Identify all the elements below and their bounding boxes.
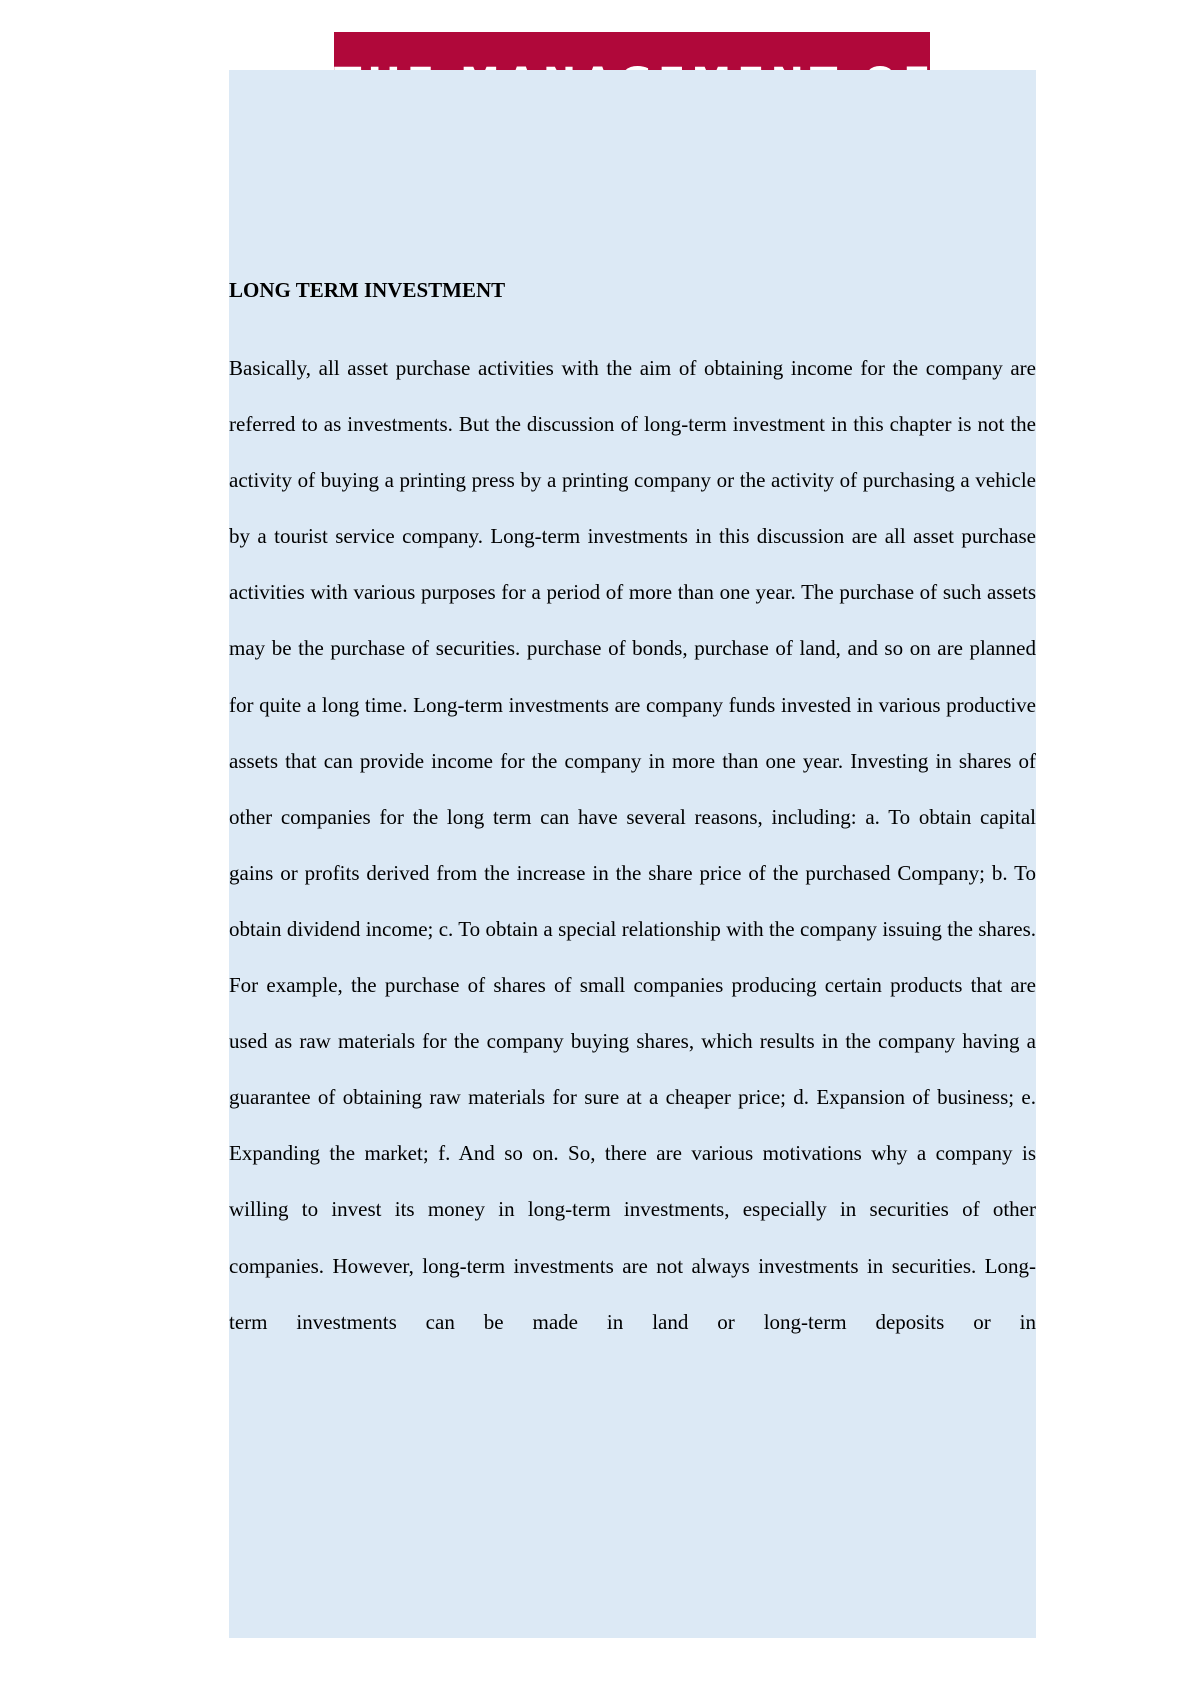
section-heading: LONG TERM INVESTMENT [229,278,506,302]
body-paragraph: Basically, all asset purchase activities with the aim of obtaining income for the company are referred to as investments. But the discussion of long-term investment in this chapter is not the activity of buying a printing press by a printing company or the activity of purchasing a vehicle by a tourist service company. Long-term investments in this discussion are all asset purchase activities with various purposes for a period of more than one year. The purchase of such assets may be the purchase of securities. purchase of bonds, purchase of land, and so on are planned for quite a long time. Long-term investments are company funds invested in various productive assets that can provide income for the company in more than one year. Investing in shares of other companies for the long term can have several reasons, including: a. To obtain capital gains or profits derived from the increase in the share price of the purchased Company; b. To obtain dividend income; c. To obtain a special relationship with the company issuing the shares. For example, the purchase of shares of small companies producing certain products that are used as raw materials for the company buying shares, which results in the company having a guarantee of obtaining raw materials for sure at a cheaper price; d. Expansion of business; e. Expanding the market; f. And so on. So, there are various motivations why a company is willing to invest its money in long-term investments, especially in securities of other companies. However, long-term investments are not always investments in securities. Long-term investments can be made in land or long-term deposits or in [229,356,1036,1334]
